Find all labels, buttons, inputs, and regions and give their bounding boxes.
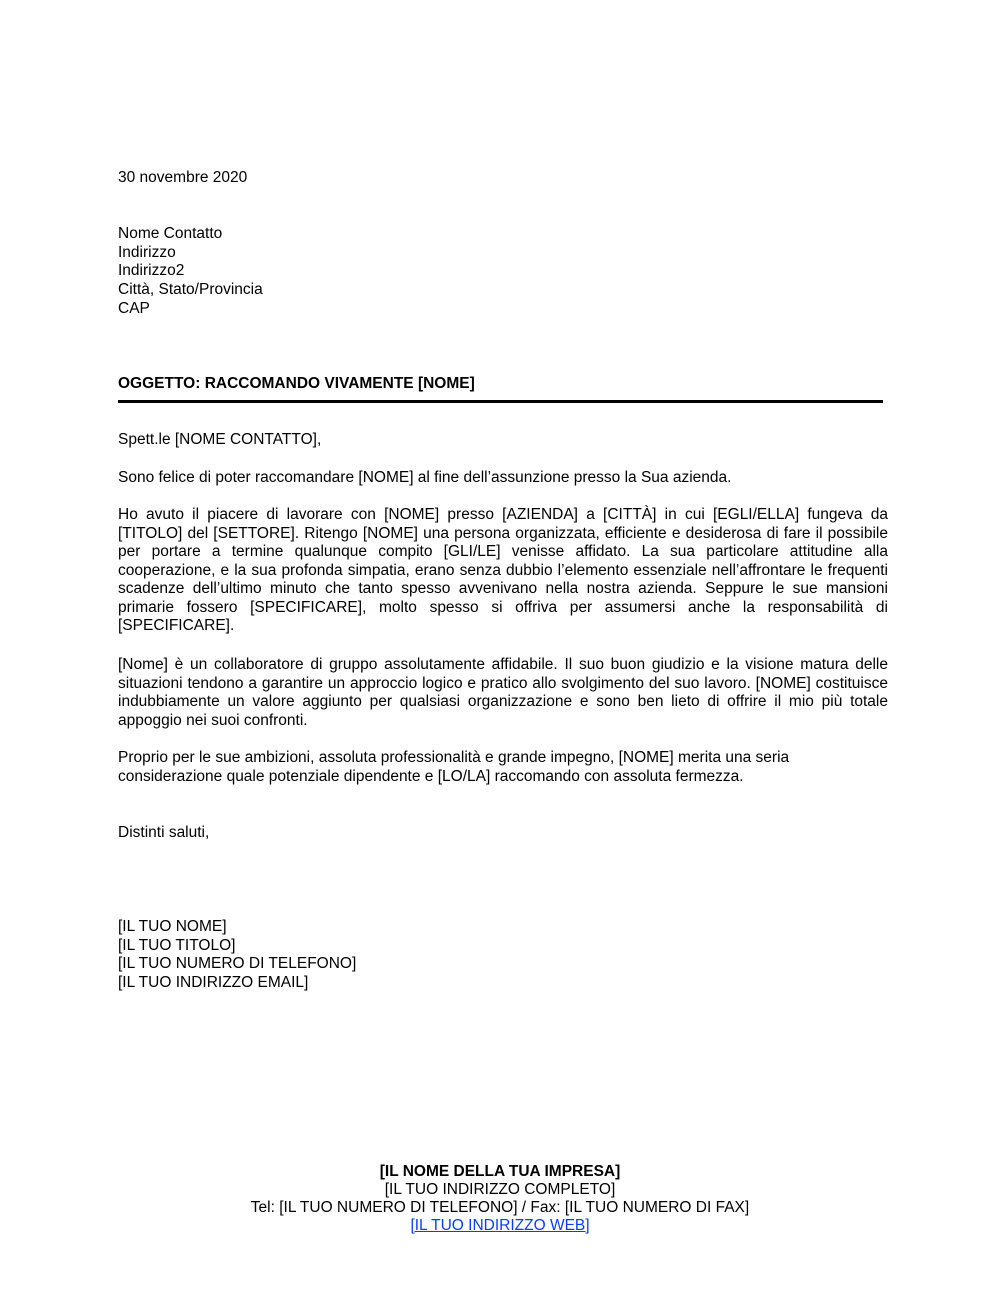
body-paragraph: Proprio per le sue ambizioni, assoluta professionalità e grande impegno, [NOME] merita una seria considerazione quale potenziale dipendente e [LO/LA] raccomando con assoluta fermezza.	[118, 749, 790, 785]
signature-name: [IL TUO NOME]	[118, 918, 227, 935]
footer-address: [IL TUO INDIRIZZO COMPLETO]	[384, 1181, 616, 1198]
subject-divider	[118, 400, 883, 403]
signature-email: [IL TUO INDIRIZZO EMAIL]	[118, 973, 309, 991]
footer-contacts: Tel: [IL TUO NUMERO DI TELEFONO] / Fax: [IL TUO NUMERO DI FAX]	[250, 1199, 750, 1216]
letterhead-footer	[0, 1163, 1000, 1235]
recipient-name: Nome Contatto	[118, 225, 223, 242]
footer-website-link[interactable]: [IL TUO INDIRIZZO WEB]	[410, 1217, 590, 1234]
salutation: Spett.le [NOME CONTATTO],	[118, 431, 322, 448]
body-paragraph: Ho avuto il piacere di lavorare con [NOME] presso [AZIENDA] a [CITTÀ] in cui [EGLI/ELLA] fungeva da [TITOLO] del [SETTORE]. Ritengo [NOME] una persona organizzata, efficiente e desiderosa di fare il possibile per portare a termine qualunque compito [GLI/LE] venisse affidato. La sua particolare attitudine alla cooperazione, e la sua profonda simpatia, erano senza dubbio l’elemento essenziale nell’affrontare le frequenti scadenze dell’ultimo minuto che tanto spesso avvenivano nella nostra azienda. Seppure le sue mansioni primarie fossero [SPECIFICARE], molto spesso si offriva per assumersi anche la responsabilità di [SPECIFICARE].	[118, 506, 888, 634]
body-paragraph: [Nome] è un collaboratore di gruppo assolutamente affidabile. Il suo buon giudizio e la visione matura delle situazioni tendono a garantire un approccio logico e pratico allo svolgimento del suo lavoro. [NOME] costituisce indubbiamente un valore aggiunto per qualsiasi organizzazione e sono ben lieto di offrire il mio più totale appoggio nei suoi confronti.	[118, 656, 888, 729]
signature-phone: [IL TUO NUMERO DI TELEFONO]	[118, 955, 357, 972]
recipient-address-line-2: Indirizzo2	[118, 262, 185, 280]
body-paragraph: Sono felice di poter raccomandare [NOME] al fine dell’assunzione presso la Sua azienda.	[118, 469, 732, 486]
signature-block	[118, 918, 888, 992]
subject-line: OGGETTO: RACCOMANDO VIVAMENTE [NOME]	[118, 375, 475, 392]
closing: Distinti saluti,	[118, 824, 210, 841]
recipient-address-line-1: Indirizzo	[118, 243, 176, 261]
recipient-city: Città, Stato/Provincia	[118, 281, 263, 299]
footer-company-name: [IL NOME DELLA TUA IMPRESA]	[379, 1163, 621, 1180]
signature-title: [IL TUO TITOLO]	[118, 936, 236, 954]
recipient-address-block	[118, 225, 888, 318]
recipient-zip: CAP	[118, 299, 150, 317]
letter-date: 30 novembre 2020	[118, 169, 248, 186]
